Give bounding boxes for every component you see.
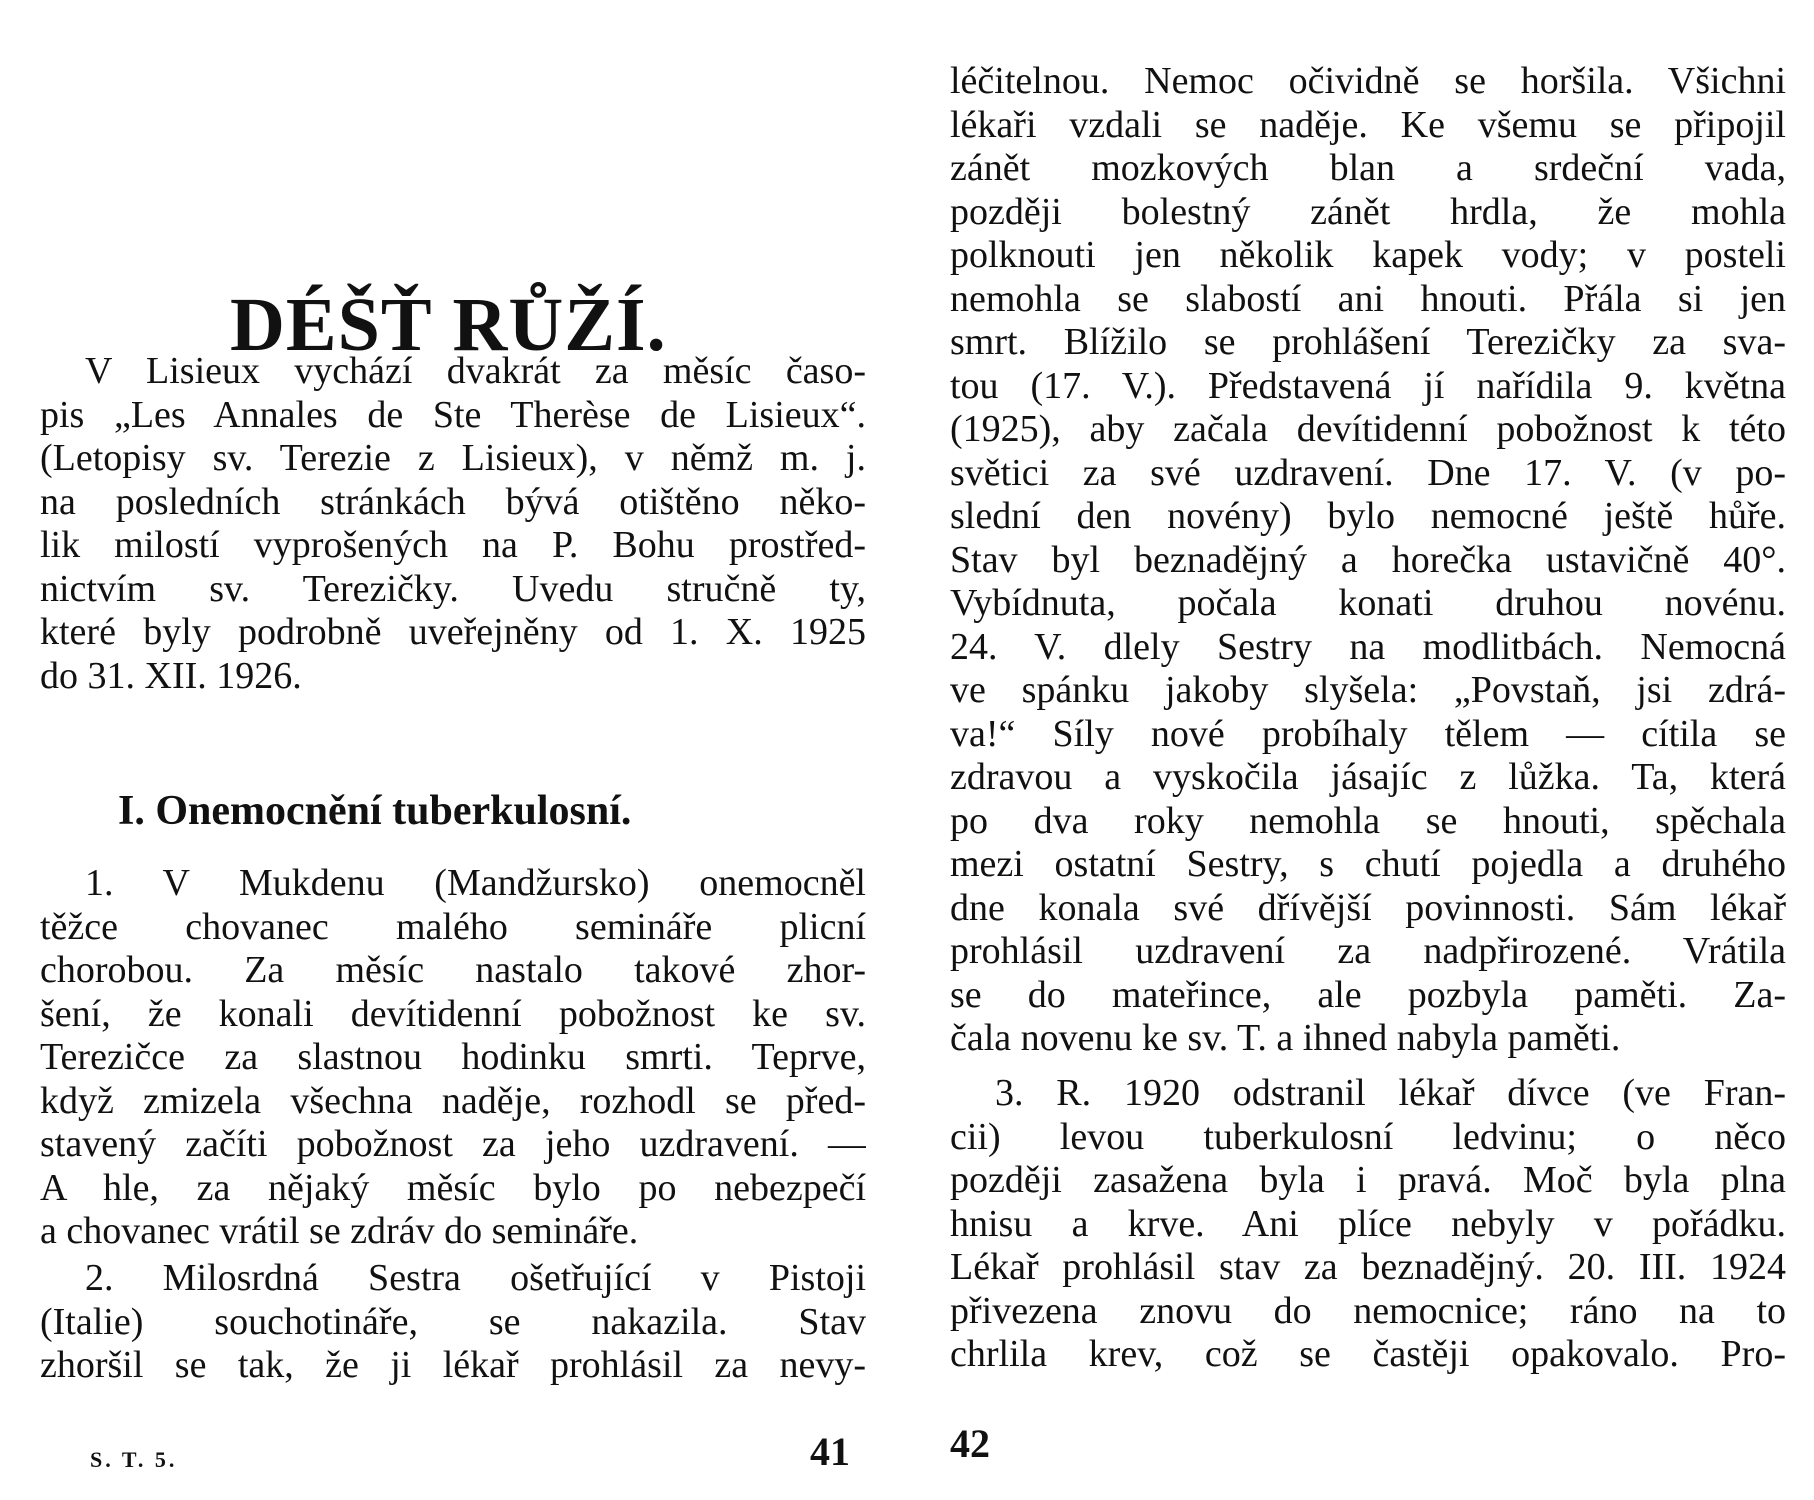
text-line: smrt. Blížilo se prohlášení Terezičky za sva- — [950, 321, 1786, 363]
text-line: (Italie) souchotináře, se nakazila. Stav — [40, 1300, 866, 1343]
text-line: nictvím sv. Terezičky. Uvedu stručně ty, — [40, 567, 866, 610]
text-line: později zasažena byla i pravá. Moč byla plna — [950, 1159, 1786, 1201]
item-2-paragraph — [40, 1257, 866, 1388]
text-line: lékaři vzdali se naděje. Ke všemu se připojil — [950, 103, 1786, 146]
text-line: Lékař prohlásil stav za beznadějný. 20. III. 1924 — [950, 1246, 1786, 1288]
text-line: šení, že konali devítidenní pobožnost ke sv. — [40, 992, 866, 1035]
text-line: a chovanec vrátil se zdráv do semináře. — [40, 1210, 639, 1252]
text-line: chorobou. Za měsíc nastalo takové zhor- — [40, 949, 866, 991]
text-line: mezi ostatní Sestry, s chutí pojedla a druhého — [950, 843, 1786, 885]
text-line: Terezičce za slastnou hodinku smrti. Teprve, — [40, 1036, 866, 1078]
text-line: Vybídnuta, počala konati druhou novénu. — [950, 582, 1786, 624]
item-2-continuation — [950, 60, 1786, 1061]
section-heading: I. Onemocnění tuberkulosní. — [118, 788, 632, 834]
text-line: stavený začíti pobožnost za jeho uzdravení. — — [40, 1123, 866, 1165]
chapter-title: DÉŠŤ RŮŽÍ. — [230, 283, 667, 367]
text-line: prohlásil uzdravení za nadpřirozené. Vrátila — [950, 930, 1786, 972]
text-line: 24. V. dlely Sestry na modlitbách. Nemocná — [950, 625, 1786, 668]
text-line: čala novenu ke sv. T. a ihned nabyla paměti. — [950, 1017, 1621, 1059]
text-line: polknouti jen několik kapek vody; v posteli — [950, 234, 1786, 276]
text-line: zhoršil se tak, že ji lékař prohlásil za nevy- — [40, 1344, 866, 1386]
text-line: pis „Les Annales de Ste Therèse de Lisieux“. — [40, 393, 866, 436]
text-line: zdravou a vyskočila jásajíc z lůžka. Ta, která — [950, 756, 1786, 798]
text-line: cii) levou tuberkulosní ledvinu; o něco — [950, 1115, 1786, 1158]
page-number-left: 41 — [810, 1429, 850, 1474]
text-line: (Letopisy sv. Terezie z Lisieux), v němž m. j. — [40, 437, 866, 479]
text-line: (1925), aby začala devítidenní pobožnost k této — [950, 408, 1786, 450]
item-3-paragraph — [950, 1072, 1786, 1377]
text-line: zánět mozkových blan a srdeční vada, — [950, 147, 1786, 189]
text-line: V Lisieux vychází dvakrát za měsíc časo- — [85, 350, 866, 392]
text-line: Stav byl beznadějný a horečka ustavičně 40°. — [950, 538, 1786, 581]
text-line: se do mateřince, ale pozbyla paměti. Za- — [950, 973, 1786, 1016]
text-line: va!“ Síly nové probíhaly tělem — cítila se — [950, 712, 1786, 755]
page-number-right: 42 — [950, 1421, 990, 1466]
text-line: slední den novény) bylo nemocné ještě hůře. — [950, 495, 1786, 537]
text-line: přivezena znovu do nemocnice; ráno na to — [950, 1289, 1786, 1332]
text-line: 3. R. 1920 odstranil lékař dívce (ve Fran- — [995, 1072, 1786, 1114]
text-line: tou (17. V.). Představená jí nařídila 9. května — [950, 364, 1786, 407]
text-line: těžce chovanec malého semináře plicní — [40, 905, 866, 948]
text-line: 2. Milosrdná Sestra ošetřující v Pistoji — [85, 1257, 866, 1299]
text-line: léčitelnou. Nemoc očividně se horšila. Všichni — [950, 60, 1786, 102]
item-1-paragraph — [40, 862, 866, 1254]
text-line: 1. V Mukdenu (Mandžursko) onemocněl — [85, 862, 866, 904]
text-line: chrlila krev, což se častěji opakovalo. Pro- — [950, 1333, 1786, 1375]
text-line: nemohla se slabostí ani hnouti. Přála si jen — [950, 277, 1786, 320]
text-line: lik milostí vyprošených na P. Bohu prostřed- — [40, 524, 866, 566]
text-line: ve spánku jakoby slyšela: „Povstaň, jsi zdrá- — [950, 669, 1786, 711]
text-line: později bolestný zánět hrdla, že mohla — [950, 190, 1786, 233]
signature-mark: S. T. 5. — [90, 1447, 178, 1472]
text-line: když zmizela všechna naděje, rozhodl se před- — [40, 1079, 866, 1122]
text-line: hnisu a krve. Ani plíce nebyly v pořádku. — [950, 1202, 1786, 1245]
intro-paragraph — [40, 350, 866, 698]
text-line: do 31. XII. 1926. — [40, 654, 302, 697]
text-line: A hle, za nějaký měsíc bylo po nebezpečí — [40, 1166, 866, 1209]
right-page — [950, 0, 1786, 1500]
text-line: po dva roky nemohla se hnouti, spěchala — [950, 799, 1786, 842]
text-line: které byly podrobně uveřejněny od 1. X. 1925 — [40, 611, 866, 653]
left-page — [40, 0, 866, 1500]
text-line: světici za své uzdravení. Dne 17. V. (v po- — [950, 451, 1786, 494]
text-line: na posledních stránkách bývá otištěno něko- — [40, 480, 866, 523]
text-line: dne konala své dřívější povinnosti. Sám lékař — [950, 886, 1786, 929]
